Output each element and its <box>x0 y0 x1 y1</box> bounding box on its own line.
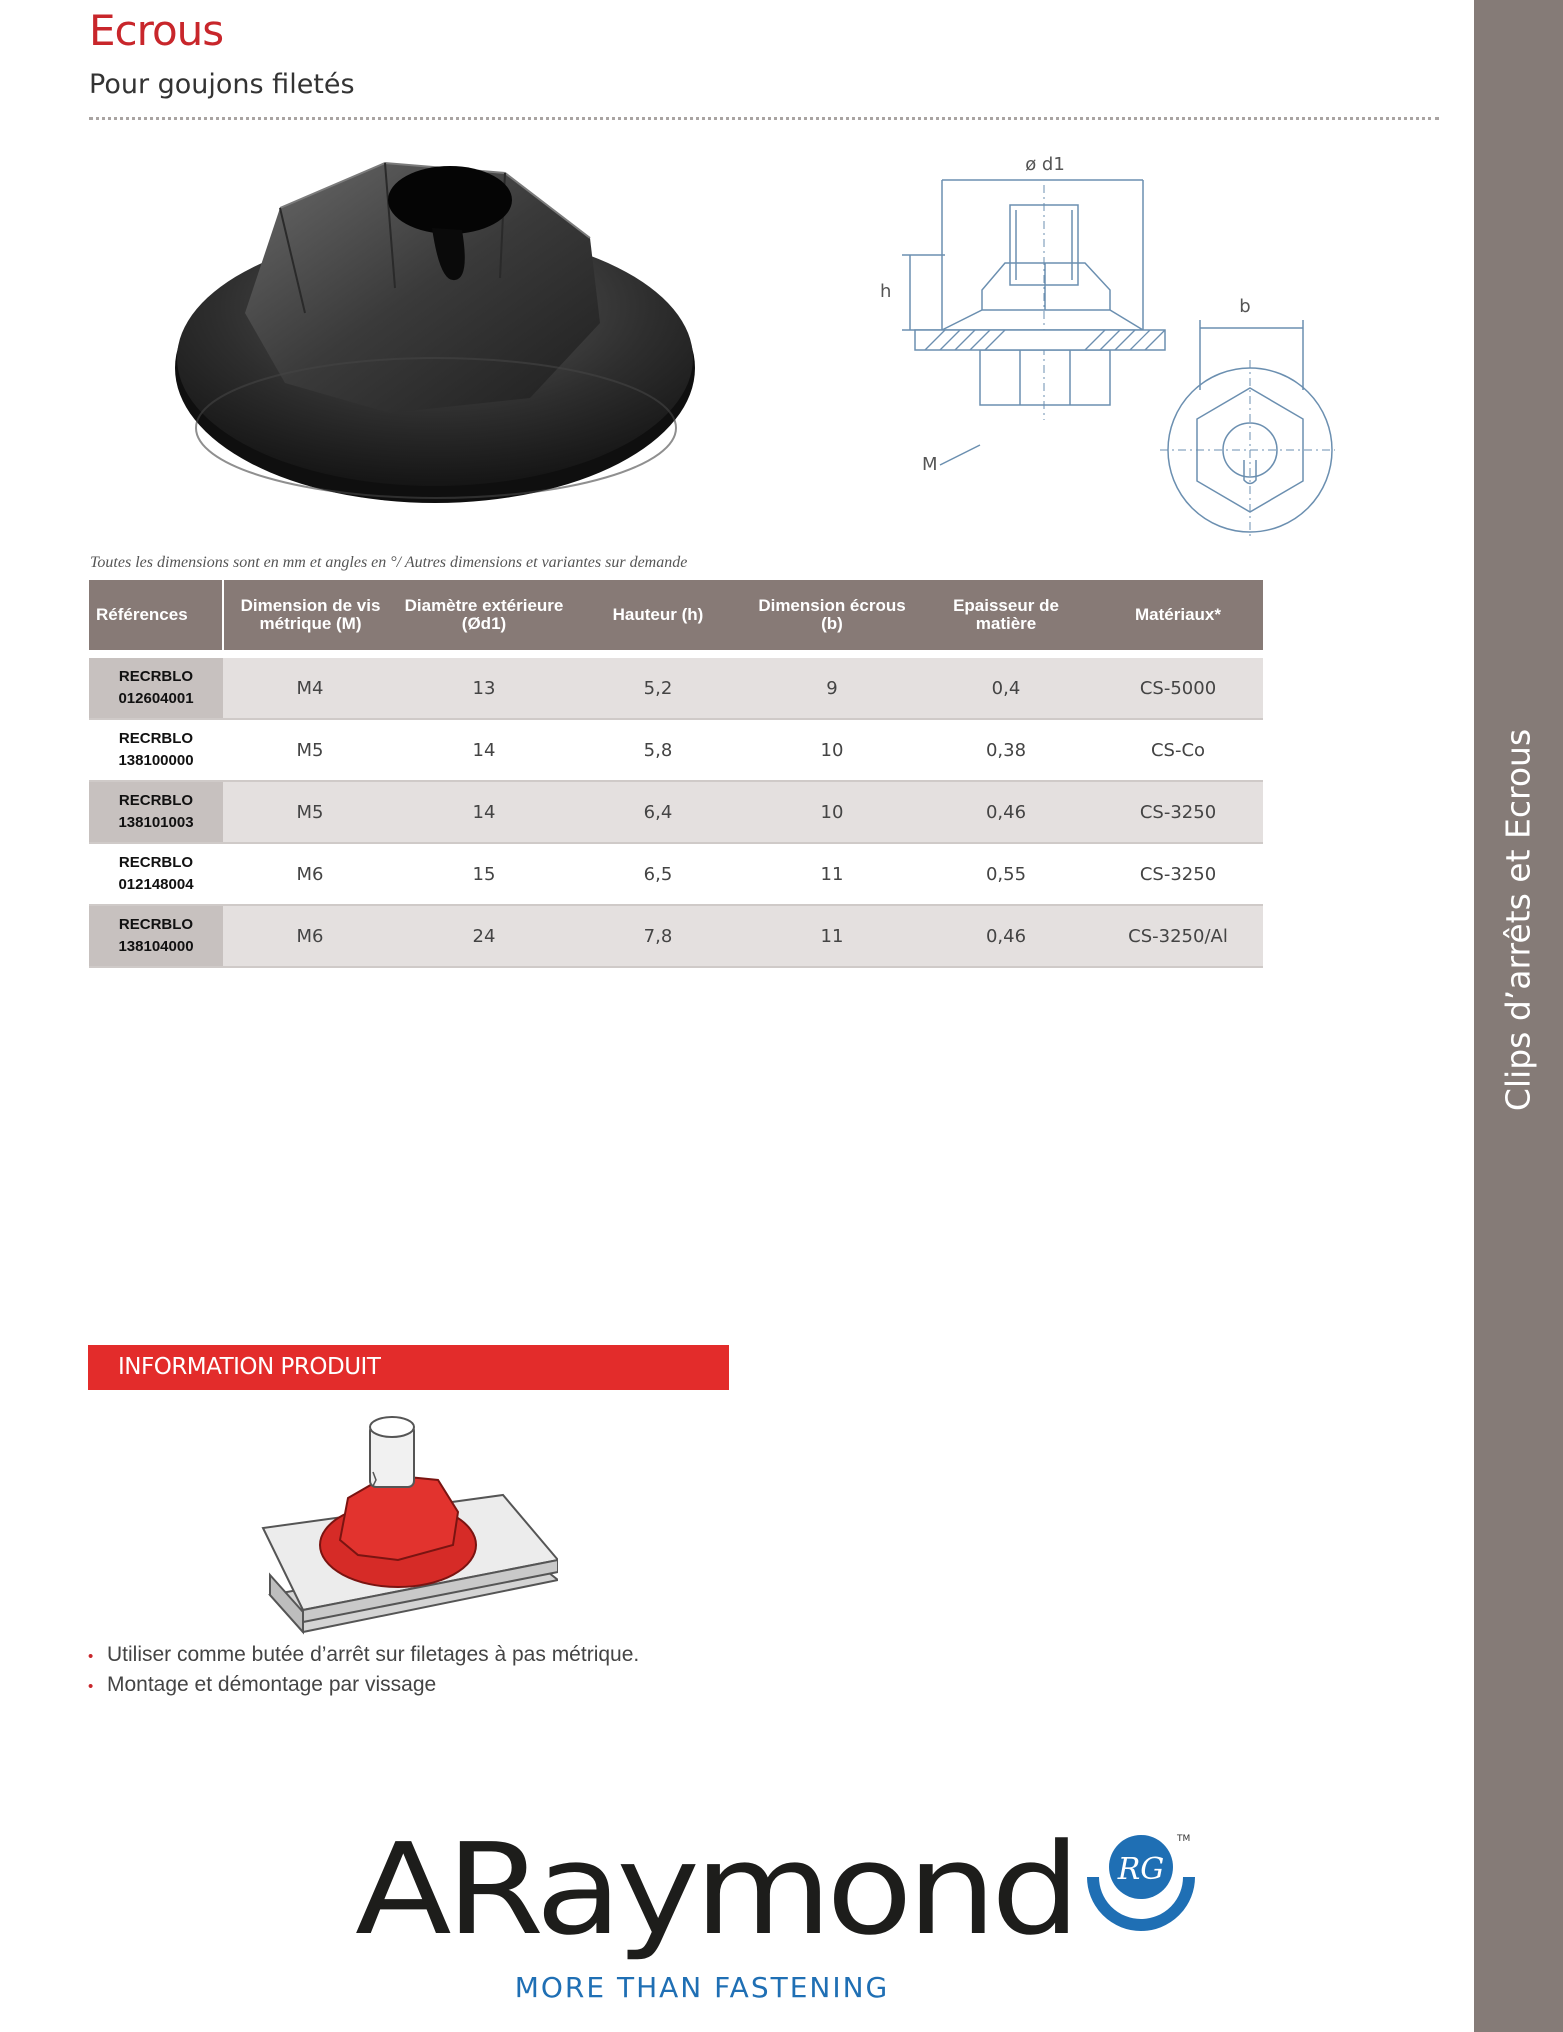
table-row <box>89 719 1263 781</box>
table-header-row <box>89 580 1263 654</box>
column-header: Matériaux* <box>1093 580 1263 654</box>
logo-tagline: MORE THAN FASTENING <box>514 1971 890 2004</box>
emblem-letters: RG <box>1117 1852 1165 1887</box>
thickness-cell: 0,46 <box>919 905 1093 967</box>
araymond-logo <box>355 1815 1215 2005</box>
nut-size-cell: 11 <box>745 905 919 967</box>
reference-cell: RECRBLO 138101003 <box>89 781 223 843</box>
table-row <box>89 843 1263 905</box>
material-cell: CS-3250 <box>1093 843 1263 905</box>
list-item: • Utiliser comme butée d’arrêt sur filetages à pas métrique. <box>88 1643 640 1666</box>
thickness-cell: 0,38 <box>919 719 1093 781</box>
screw-size-cell: M6 <box>223 843 397 905</box>
m-label: M <box>922 454 938 475</box>
column-header: Dimension écrous (b) <box>745 580 919 654</box>
header-divider <box>89 117 1439 120</box>
rg-emblem-icon <box>1093 1835 1189 1925</box>
reference-cell: RECRBLO 012604001 <box>89 654 223 719</box>
thickness-cell: 0,55 <box>919 843 1093 905</box>
screw-size-cell: M5 <box>223 719 397 781</box>
dimensions-note: Toutes les dimensions sont en mm et angles en °/ Autres dimensions et variantes sur demande <box>90 554 688 571</box>
material-cell: CS-Co <box>1093 719 1263 781</box>
thickness-cell: 0,4 <box>919 654 1093 719</box>
technical-drawing <box>870 145 1350 545</box>
height-cell: 5,8 <box>571 719 745 781</box>
nut-size-cell: 9 <box>745 654 919 719</box>
thickness-cell: 0,46 <box>919 781 1093 843</box>
logo-wordmark: ARaymond <box>355 1816 1075 1963</box>
d1-label: ø d1 <box>1025 154 1065 175</box>
height-cell: 6,4 <box>571 781 745 843</box>
list-item: • Montage et démontage par vissage <box>88 1673 437 1696</box>
mounting-illustration <box>258 1410 558 1635</box>
nut-product-photo <box>170 138 710 538</box>
nut-size-cell: 10 <box>745 781 919 843</box>
column-header: Références <box>89 580 223 654</box>
table-row <box>89 654 1263 719</box>
column-header: Diamètre extérieure (Ød1) <box>397 580 571 654</box>
trademark-mark: TM <box>1177 1834 1191 1844</box>
outer-diameter-cell: 24 <box>397 905 571 967</box>
page-title: Ecrous <box>89 6 224 55</box>
b-label: b <box>1239 296 1251 317</box>
reference-cell: RECRBLO 012148004 <box>89 843 223 905</box>
material-cell: CS-3250 <box>1093 781 1263 843</box>
reference-cell: RECRBLO 138100000 <box>89 719 223 781</box>
specifications-table <box>89 580 1263 968</box>
product-info-list <box>88 1643 639 1703</box>
screw-size-cell: M5 <box>223 781 397 843</box>
outer-diameter-cell: 14 <box>397 781 571 843</box>
table-row <box>89 905 1263 967</box>
height-cell: 7,8 <box>571 905 745 967</box>
column-header: Dimension de vis métrique (M) <box>223 580 397 654</box>
h-label: h <box>880 281 892 302</box>
sidebar-category-label: Clips d’arrêts et Ecrous <box>1498 728 1538 1112</box>
screw-size-cell: M6 <box>223 905 397 967</box>
material-cell: CS-3250/Al <box>1093 905 1263 967</box>
nut-size-cell: 11 <box>745 843 919 905</box>
column-header: Epaisseur de matière <box>919 580 1093 654</box>
table-row <box>89 781 1263 843</box>
outer-diameter-cell: 14 <box>397 719 571 781</box>
nut-size-cell: 10 <box>745 719 919 781</box>
column-header: Hauteur (h) <box>571 580 745 654</box>
reference-cell: RECRBLO 138104000 <box>89 905 223 967</box>
height-cell: 6,5 <box>571 843 745 905</box>
product-info-banner: INFORMATION PRODUIT <box>88 1345 729 1390</box>
outer-diameter-cell: 13 <box>397 654 571 719</box>
outer-diameter-cell: 15 <box>397 843 571 905</box>
page-subtitle: Pour goujons filetés <box>89 69 355 100</box>
material-cell: CS-5000 <box>1093 654 1263 719</box>
screw-size-cell: M4 <box>223 654 397 719</box>
height-cell: 5,2 <box>571 654 745 719</box>
